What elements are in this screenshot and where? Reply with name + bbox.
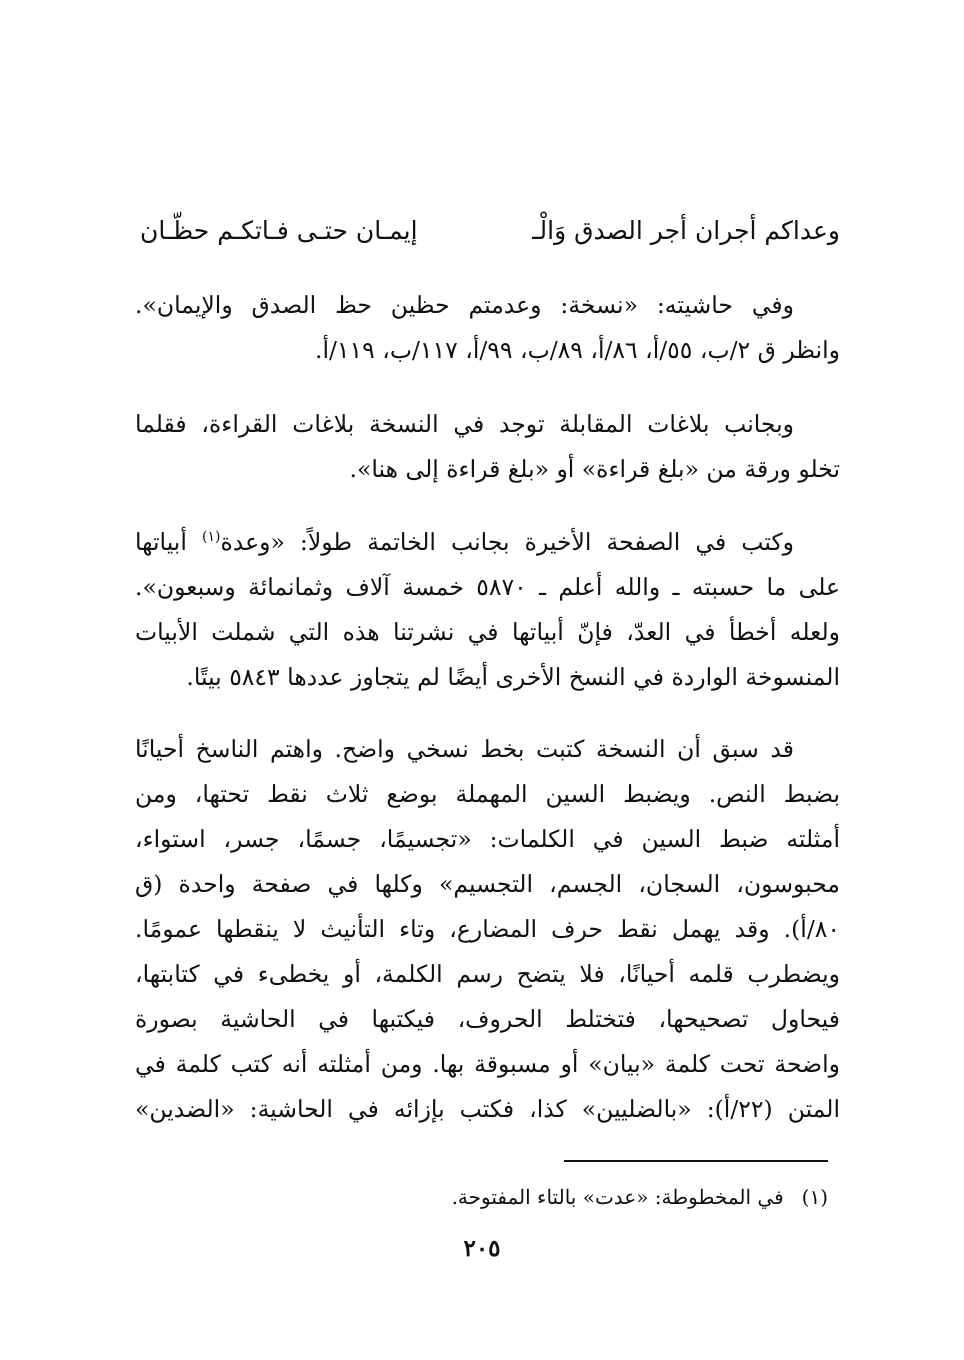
text-line: وكتب في الصفحة الأخيرة بجانب الخاتمة طولاً: «وعدة$^{(١)}$ أبياتها <box>135 528 795 556</box>
paragraph-verse-count <box>135 520 840 700</box>
text-line: ٨٠/أ). وقد يهمل نقط حرف المضارع، وتاء التأنيث لا ينقطها عمومًا. <box>135 915 840 943</box>
footnote-reference: (١) <box>201 529 221 546</box>
text-line: بضبط النص. ويضبط السين المهملة بوضع ثلاث نقط تحتها، ومن <box>135 780 840 808</box>
text-line: ولعله أخطأ في العدّ، فإنّ أبياتها في نشرتنا هذه التي شملت الأبيات <box>135 618 840 646</box>
paragraph-reading-notes <box>135 402 840 492</box>
footnote <box>128 1180 828 1214</box>
poem-verse <box>140 205 840 255</box>
paragraph-margin-note <box>135 283 840 373</box>
text-line: على ما حسبته ـ والله أعلم ـ ٥٨٧٠ خمسة آلاف وثمانمائة وسبعون». <box>135 573 840 601</box>
text-line: ويضطرب قلمه أحيانًا، فلا يتضح رسم الكلمة، أو يخطىء في كتابتها، <box>135 960 840 988</box>
text-line: فيحاول تصحيحها، فتختلط الحروف، فيكتبها في الحاشية بصورة <box>135 1005 840 1033</box>
text-line: تخلو ورقة من «بلغ قراءة» أو «بلغ قراءة إلى هنا». <box>349 455 840 483</box>
text-line: قد سبق أن النسخة كتبت بخط نسخي واضح. واهتم الناسخ أحيانًا <box>135 735 794 763</box>
text-line: أمثلته ضبط السين في الكلمات: «تجسيمًا، جسمًا، جسر، استواء، <box>135 825 840 853</box>
verse-hemistich-second: إيمـان حتـى فـاتكـم حظّـان <box>140 215 418 245</box>
text-line: واضحة تحت كلمة «بيان» أو مسبوقة بها. ومن أمثلته أنه كتب كلمة في <box>135 1050 840 1078</box>
paragraph-script-description <box>135 727 840 1132</box>
text-line: وانظر ق ٢/ب، ٥٥/أ، ٨٦/أ، ٨٩/ب، ٩٩/أ، ١١٧/ب، ١١٩/أ. <box>314 336 840 364</box>
text-line: وبجانب بلاغات المقابلة توجد في النسخة بلاغات القراءة، فقلما <box>135 410 794 438</box>
text-line: محبوسون، السجان، الجسم، التجسيم» وكلها في صفحة واحدة (ق <box>135 870 840 898</box>
page-number: ٢٠٥ <box>463 1235 501 1262</box>
footnote-number: (١) <box>801 1185 828 1209</box>
text-line: المنسوخة الواردة في النسخ الأخرى أيضًا لم يتجاوز عددها ٥٨٤٣ بيتًا. <box>186 663 840 691</box>
verse-hemistich-first: وعداكم أجران أجر الصدق وَالْـ <box>532 215 840 245</box>
footnote-divider <box>564 1160 828 1162</box>
footnote-text: في المخطوطة: «عدت» بالتاء المفتوحة. <box>451 1185 784 1209</box>
text-line: وفي حاشيته: «نسخة: وعدمتم حظين حظ الصدق والإيمان». <box>135 291 794 319</box>
text-line: المتن (٢٢/أ): «بالضليين» كذا، فكتب بإزائه في الحاشية: «الضدين» <box>135 1095 840 1123</box>
